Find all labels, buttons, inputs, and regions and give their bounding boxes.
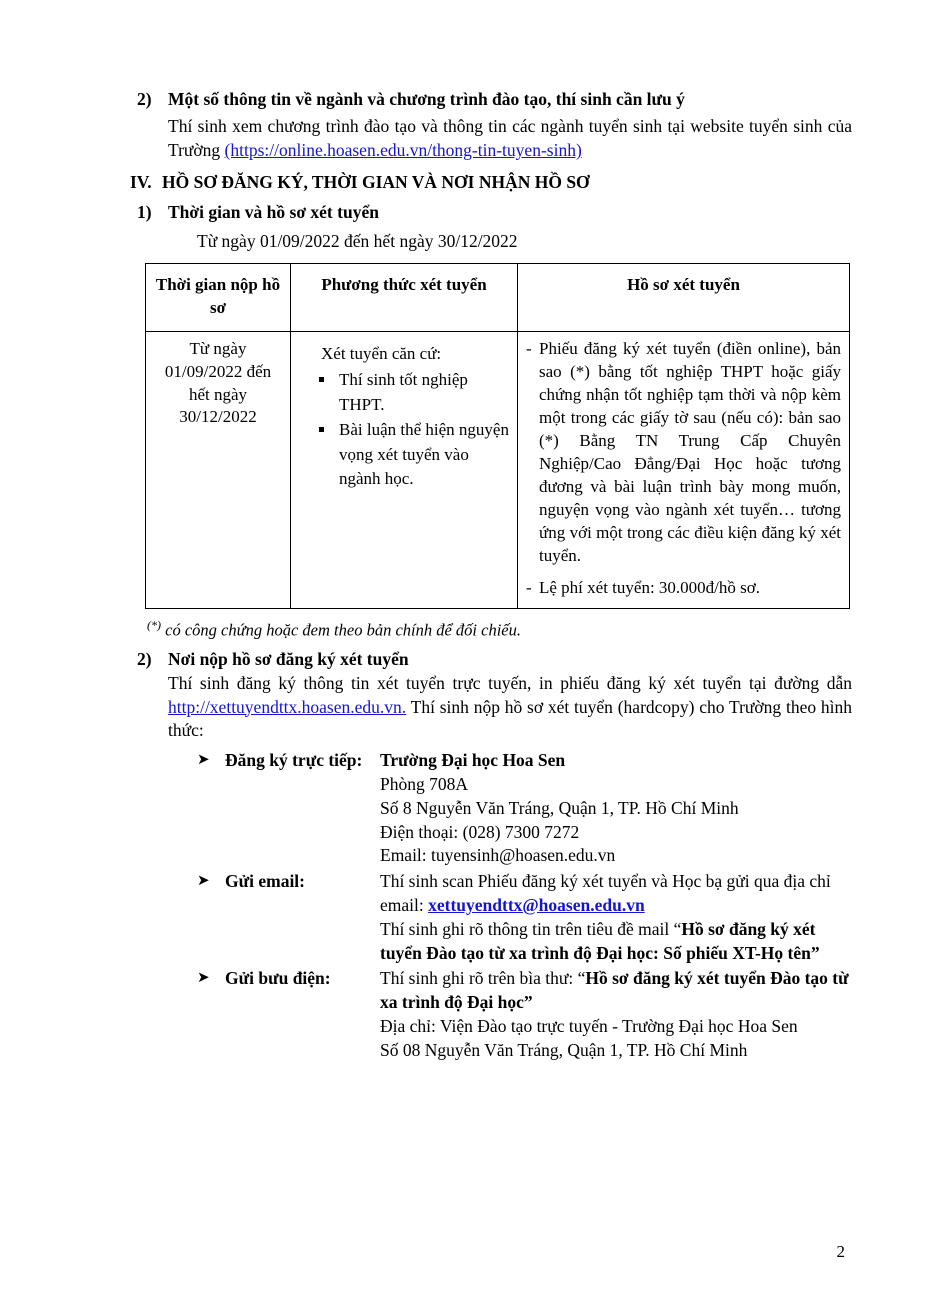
application-table-wrapper	[145, 263, 852, 609]
table-header-row	[146, 264, 850, 332]
table-row	[146, 332, 850, 608]
heading-section-1-time	[137, 201, 852, 224]
table-cell-documents	[518, 332, 850, 608]
envelope-label-quote: Hồ sơ đăng ký xét tuyển Đào tạo từ xa trình độ Đại học	[380, 968, 849, 1013]
method-description	[380, 967, 852, 1062]
heading-number: 2)	[137, 649, 152, 670]
method-term: Gửi email:	[225, 871, 305, 892]
table-header-method: Phương thức xét tuyển	[291, 264, 518, 332]
arrow-bullet-icon: ➤	[197, 970, 210, 987]
method-lead-text: Xét tuyển căn cứ:	[321, 344, 442, 364]
paragraph-text: Thí sinh xem chương trình đào tạo và thông tin các ngành tuyển sinh tại website tuyển sinh của Trường	[168, 116, 852, 161]
heading-number: 2)	[137, 89, 152, 109]
email-subject-quote: Hồ sơ đăng ký xét tuyển Đào tạo từ xa trình độ Đại học: Số phiếu XT-Họ tên	[380, 918, 816, 963]
document-content	[130, 88, 852, 1064]
heading-title: Thời gian và hồ sơ xét tuyển	[168, 202, 379, 223]
list-item: - Lệ phí xét tuyển: 30.000đ/hồ sơ.	[526, 577, 841, 600]
list-item: Bài luận thể hiện nguyện vọng xét tuyển vào ngành học.	[317, 418, 509, 491]
room-number: Phòng 708A	[380, 773, 468, 794]
heading-section-2-submit	[137, 648, 852, 671]
documents-list	[526, 338, 841, 599]
email-subject-instructions	[380, 918, 852, 966]
method-direct-registration	[197, 749, 852, 868]
method-description	[380, 870, 852, 965]
heading-section-2-info	[137, 88, 852, 111]
school-name: Trường Đại học Hoa Sen	[380, 750, 566, 771]
email-address: Email: tuyensinh@hoasen.edu.vn	[380, 845, 616, 866]
footnote-marker: (*)	[147, 617, 161, 632]
closing-quote: ”	[523, 992, 533, 1013]
xettuyendttx-email-link[interactable]: xettuyendttx@hoasen.edu.vn	[428, 894, 645, 915]
paragraph-text-part2: Thí sinh nộp hồ sơ xét tuyển (hardcopy) cho Trường theo hình thức:	[168, 696, 852, 741]
table-cell-method	[291, 332, 518, 608]
table-cell-time: Từ ngày 01/09/2022 đến hết ngày 30/12/2022	[146, 332, 291, 608]
postal-address-line-1: Địa chỉ: Viện Đào tạo trực tuyến - Trường Đại học Hoa Sen	[380, 1015, 798, 1036]
method-term: Đăng ký trực tiếp:	[225, 750, 363, 771]
email-instructions: Thí sinh scan Phiếu đăng ký xét tuyển và Học bạ gửi qua địa chỉ email:	[380, 871, 831, 915]
application-table	[145, 263, 850, 609]
heading-title: Một số thông tin về ngành và chương trình đào tạo, thí sinh cần lưu ý	[168, 89, 685, 109]
heading-title: Nơi nộp hồ sơ đăng ký xét tuyển	[168, 649, 409, 670]
paragraph-text-part1: Thí sinh đăng ký thông tin xét tuyển trực tuyến, in phiếu đăng ký xét tuyển tại đường dẫn	[168, 672, 852, 693]
closing-quote: ”	[810, 942, 820, 963]
submission-methods-list	[137, 749, 852, 1062]
arrow-bullet-icon: ➤	[197, 873, 210, 890]
tuyen-sinh-website-link[interactable]: (https://online.hoasen.edu.vn/thong-tin-tuyen-sinh)	[224, 140, 582, 161]
footnote-text: có công chứng hoặc đem theo bản chính để đối chiếu.	[161, 620, 521, 640]
heading-section-iv	[130, 172, 852, 193]
date-range-text: Từ ngày 01/09/2022 đến hết ngày 30/12/2022	[197, 231, 518, 252]
table-header-time: Thời gian nộp hồ sơ	[146, 264, 291, 332]
list-item: Thí sinh tốt nghiệp THPT.	[317, 368, 509, 417]
method-send-email	[197, 870, 852, 965]
xettuyendttx-website-link[interactable]: http://xettuyendttx.hoasen.edu.vn.	[168, 696, 407, 717]
arrow-bullet-icon: ➤	[197, 752, 210, 769]
method-send-postal	[197, 967, 852, 1062]
page-number: 2	[836, 1242, 845, 1261]
method-description	[380, 749, 852, 868]
heading-roman-title: HỒ SƠ ĐĂNG KÝ, THỜI GIAN VÀ NƠI NHẬN HỒ SƠ	[162, 172, 590, 193]
paragraph-submit-info	[168, 672, 852, 743]
heading-number: 1)	[137, 202, 152, 223]
postal-address-line-2: Số 08 Nguyễn Văn Tráng, Quận 1, TP. Hồ Chí Minh	[380, 1039, 748, 1060]
method-list	[299, 368, 509, 491]
phone-number: Điện thoại: (028) 7300 7272	[380, 821, 580, 842]
paragraph-program-info	[168, 115, 852, 163]
footnote-asterisk	[147, 618, 852, 641]
subject-lead-text: Thí sinh ghi rõ thông tin trên tiêu đề mail “	[380, 918, 682, 939]
list-item: - Phiếu đăng ký xét tuyển (điền online), bản sao (*) bằng tốt nghiệp THPT hoặc giấy chứng nhận tốt nghiệp tạm thời và nộp kèm một trong các giấy tờ sau (nếu có): bản sao (*) Bằng TN Trung Cấp Chuyên Nghiệp/Cao Đẳng/Đại Học hoặc tương đương và bài luận trình bày mong muốn, nguyện vọng vào ngành xét tuyển… tương ứng với một trong các điều kiện đăng ký xét tuyển.	[526, 338, 841, 567]
table-header-documents: Hồ sơ xét tuyển	[518, 264, 850, 332]
method-term: Gửi bưu điện:	[225, 968, 331, 989]
postal-lead-text: Thí sinh ghi rõ trên bìa thư: “	[380, 968, 586, 989]
heading-roman-number: IV.	[130, 172, 152, 193]
street-address: Số 8 Nguyễn Văn Tráng, Quận 1, TP. Hồ Chí Minh	[380, 797, 739, 818]
